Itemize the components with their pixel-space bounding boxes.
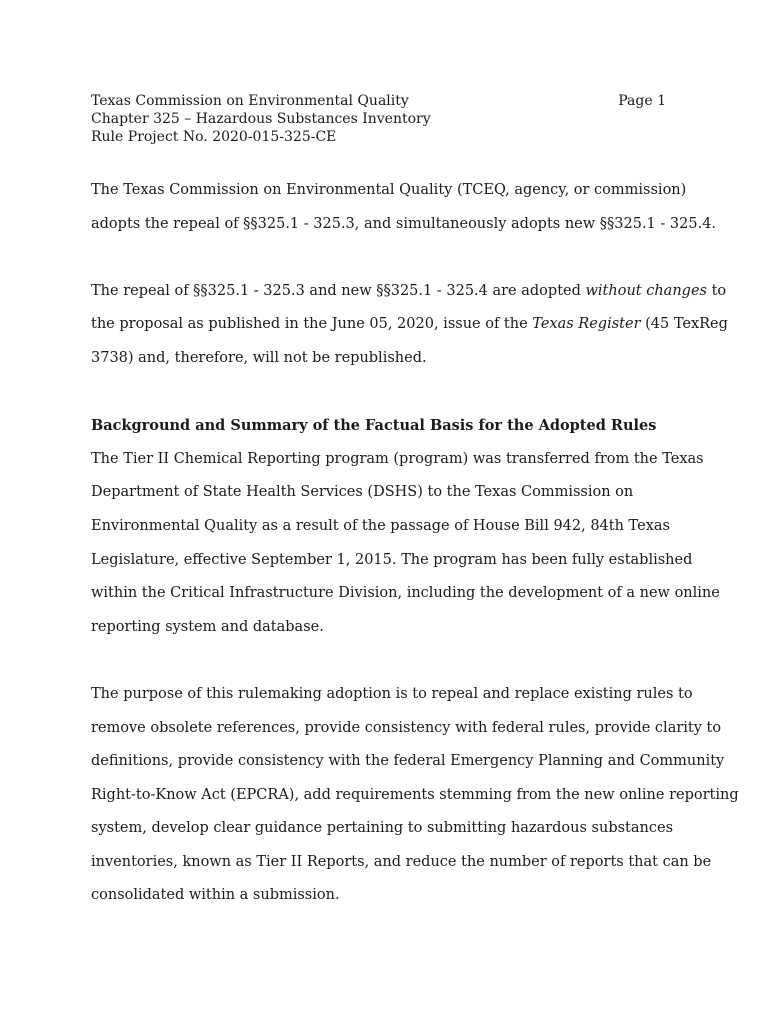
background-line: within the Critical Infrastructure Division, including the development of a new online: [91, 585, 720, 602]
background-line: reporting system and database.: [91, 618, 324, 635]
purpose-line: remove obsolete references, provide consistency with federal rules, provide clarity to: [91, 719, 722, 736]
purpose-line: consolidated within a submission.: [91, 887, 340, 904]
adoption-emphasis: without changes: [585, 282, 707, 299]
background-line: Legislature, effective September 1, 2015. The program has been fully established: [91, 551, 693, 568]
intro-line: The Texas Commission on Environmental Quality (TCEQ, agency, or commission): [91, 182, 687, 198]
intro-paragraph: [91, 174, 717, 241]
page-number: Page 1: [618, 93, 666, 109]
background-line: Department of State Health Services (DSHS) to the Texas Commission on: [91, 484, 634, 501]
purpose-line: inventories, known as Tier II Reports, and reduce the number of reports that can be: [91, 853, 712, 870]
header-project: Rule Project No. 2020-015-325-CE: [91, 129, 337, 145]
adoption-line: [91, 275, 727, 309]
adoption-text: the proposal as published in the June 05, 2020, issue of the: [91, 316, 533, 333]
header-chapter: Chapter 325 – Hazardous Substances Inventory: [91, 111, 431, 127]
adoption-text: The repeal of §§325.1 - 325.3 and new §§325.1 - 325.4 are adopted: [91, 282, 586, 299]
page-header: [91, 92, 671, 146]
purpose-paragraph: [91, 678, 739, 913]
document-body: [91, 174, 739, 913]
texas-register-title: Texas Register: [532, 316, 641, 333]
intro-line: adopts the repeal of §§325.1 - 325.3, and simultaneously adopts new §§325.1 - 325.4.: [91, 215, 717, 232]
section-heading: Background and Summary of the Factual Basis for the Adopted Rules: [91, 417, 657, 435]
adoption-text: to: [706, 282, 727, 299]
background-line: Environmental Quality as a result of the passage of House Bill 942, 84th Texas: [91, 517, 670, 534]
purpose-line: system, develop clear guidance pertaining to submitting hazardous substances: [91, 820, 674, 837]
adoption-text: (45 TexReg: [640, 316, 728, 333]
background-section: [91, 409, 720, 644]
adoption-line: 3738) and, therefore, will not be republished.: [91, 349, 427, 366]
adoption-paragraph: [91, 275, 728, 376]
header-org: Texas Commission on Environmental Quality: [91, 93, 409, 109]
adoption-line: [91, 308, 728, 342]
purpose-line: definitions, provide consistency with the federal Emergency Planning and Community: [91, 753, 725, 770]
purpose-line: Right-to-Know Act (EPCRA), add requirements stemming from the new online reporting: [91, 786, 739, 803]
purpose-line: The purpose of this rulemaking adoption is to repeal and replace existing rules to: [91, 685, 693, 702]
background-line: The Tier II Chemical Reporting program (program) was transferred from the Texas: [91, 450, 704, 467]
